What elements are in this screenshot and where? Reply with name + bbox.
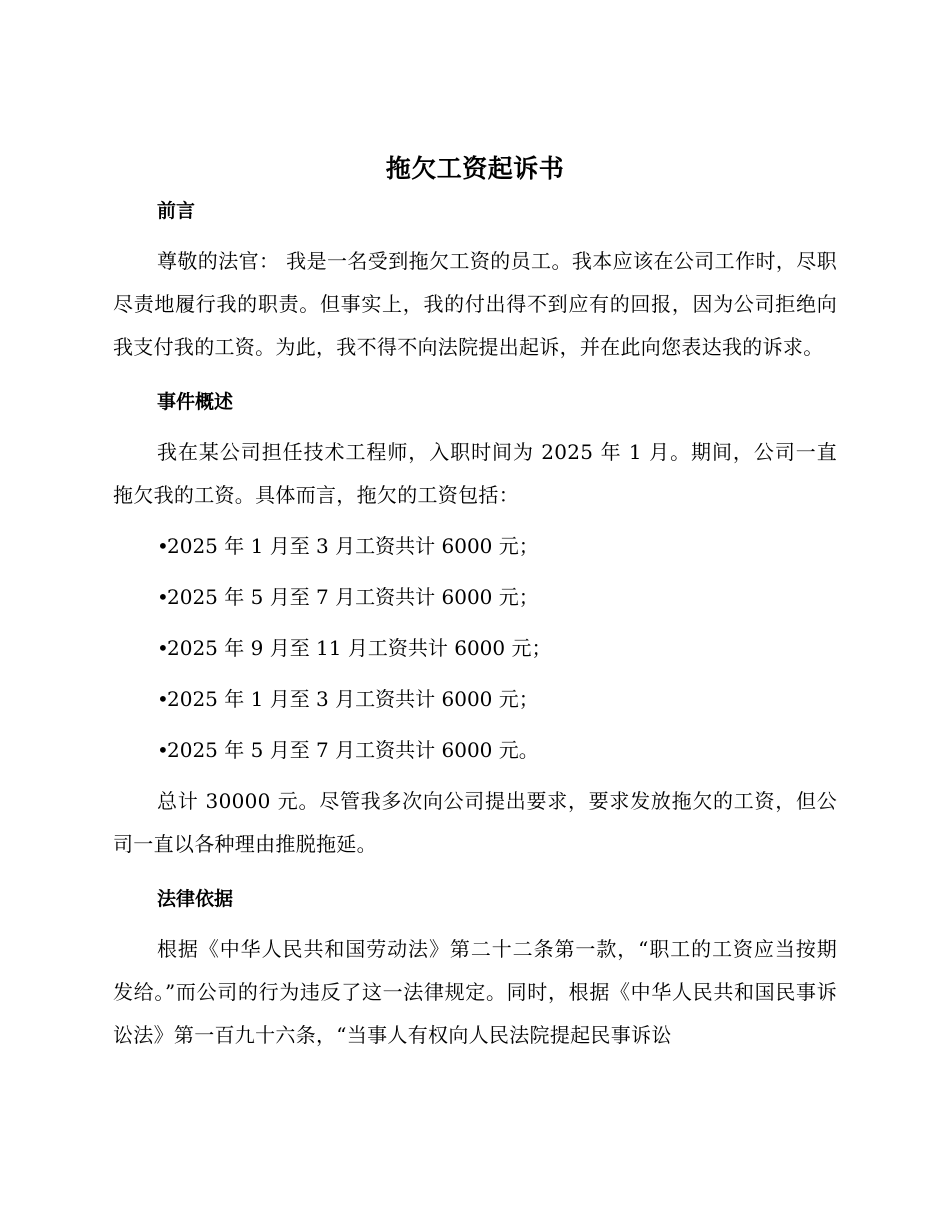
preface-paragraph: 尊敬的法官： 我是一名受到拖欠工资的员工。我本应该在公司工作时，尽职尽责地履行我的职责。但事实上，我的付出得不到应有的回报，因为公司拒绝向我支付我的工资。为此，我不得不向法院提出起诉，并在此向您表达我的诉求。 bbox=[113, 249, 837, 359]
list-item bbox=[113, 525, 837, 568]
bullet-dot: • bbox=[157, 534, 169, 558]
section-heading-preface: 前言 bbox=[157, 200, 196, 222]
list-item bbox=[113, 576, 837, 619]
list-item-text: 2025 年 1 月至 3 月工资共计 6000 元； bbox=[167, 534, 539, 558]
spacer bbox=[113, 423, 837, 431]
list-item-text: 2025 年 5 月至 7 月工资共计 6000 元； bbox=[167, 585, 539, 609]
total-paragraph: 总计 30000 元。尽管我多次向公司提出要求，要求发放拖欠的工资，但公司一直以各种理由推脱拖延。 bbox=[113, 789, 837, 856]
list-item-text: 2025 年 5 月至 7 月工资共计 6000 元。 bbox=[167, 738, 539, 762]
unpaid-wage-list bbox=[113, 525, 837, 772]
list-item bbox=[113, 729, 837, 772]
list-item bbox=[113, 627, 837, 670]
spacer bbox=[113, 920, 837, 928]
event-summary-paragraph: 我在某公司担任技术工程师，入职时间为 2025 年 1 月。期间，公司一直拖欠我的工资。具体而言，拖欠的工资包括： bbox=[113, 440, 837, 507]
list-item bbox=[113, 678, 837, 721]
list-item-text: 2025 年 9 月至 11 月工资共计 6000 元； bbox=[167, 636, 552, 660]
document-content bbox=[113, 148, 837, 1057]
document-title: 拖欠工资起诉书 bbox=[385, 154, 565, 183]
spacer bbox=[113, 369, 837, 381]
bullet-dot: • bbox=[157, 738, 169, 762]
spacer bbox=[113, 866, 837, 878]
section-heading-legal-basis: 法律依据 bbox=[157, 888, 234, 910]
spacer bbox=[113, 517, 837, 525]
section-heading-event-summary: 事件概述 bbox=[157, 391, 234, 413]
spacer bbox=[113, 232, 837, 240]
list-item-text: 2025 年 1 月至 3 月工资共计 6000 元； bbox=[167, 687, 539, 711]
legal-basis-paragraph: 根据《中华人民共和国劳动法》第二十二条第一款，“职工的工资应当按期发给。”而公司的行为违反了这一法律规定。同时，根据《中华人民共和国民事诉讼法》第一百九十六条，“当事人有权向人民法院提起民事诉讼 bbox=[113, 937, 837, 1047]
bullet-dot: • bbox=[157, 585, 169, 609]
bullet-dot: • bbox=[157, 687, 169, 711]
bullet-dot: • bbox=[157, 636, 169, 660]
